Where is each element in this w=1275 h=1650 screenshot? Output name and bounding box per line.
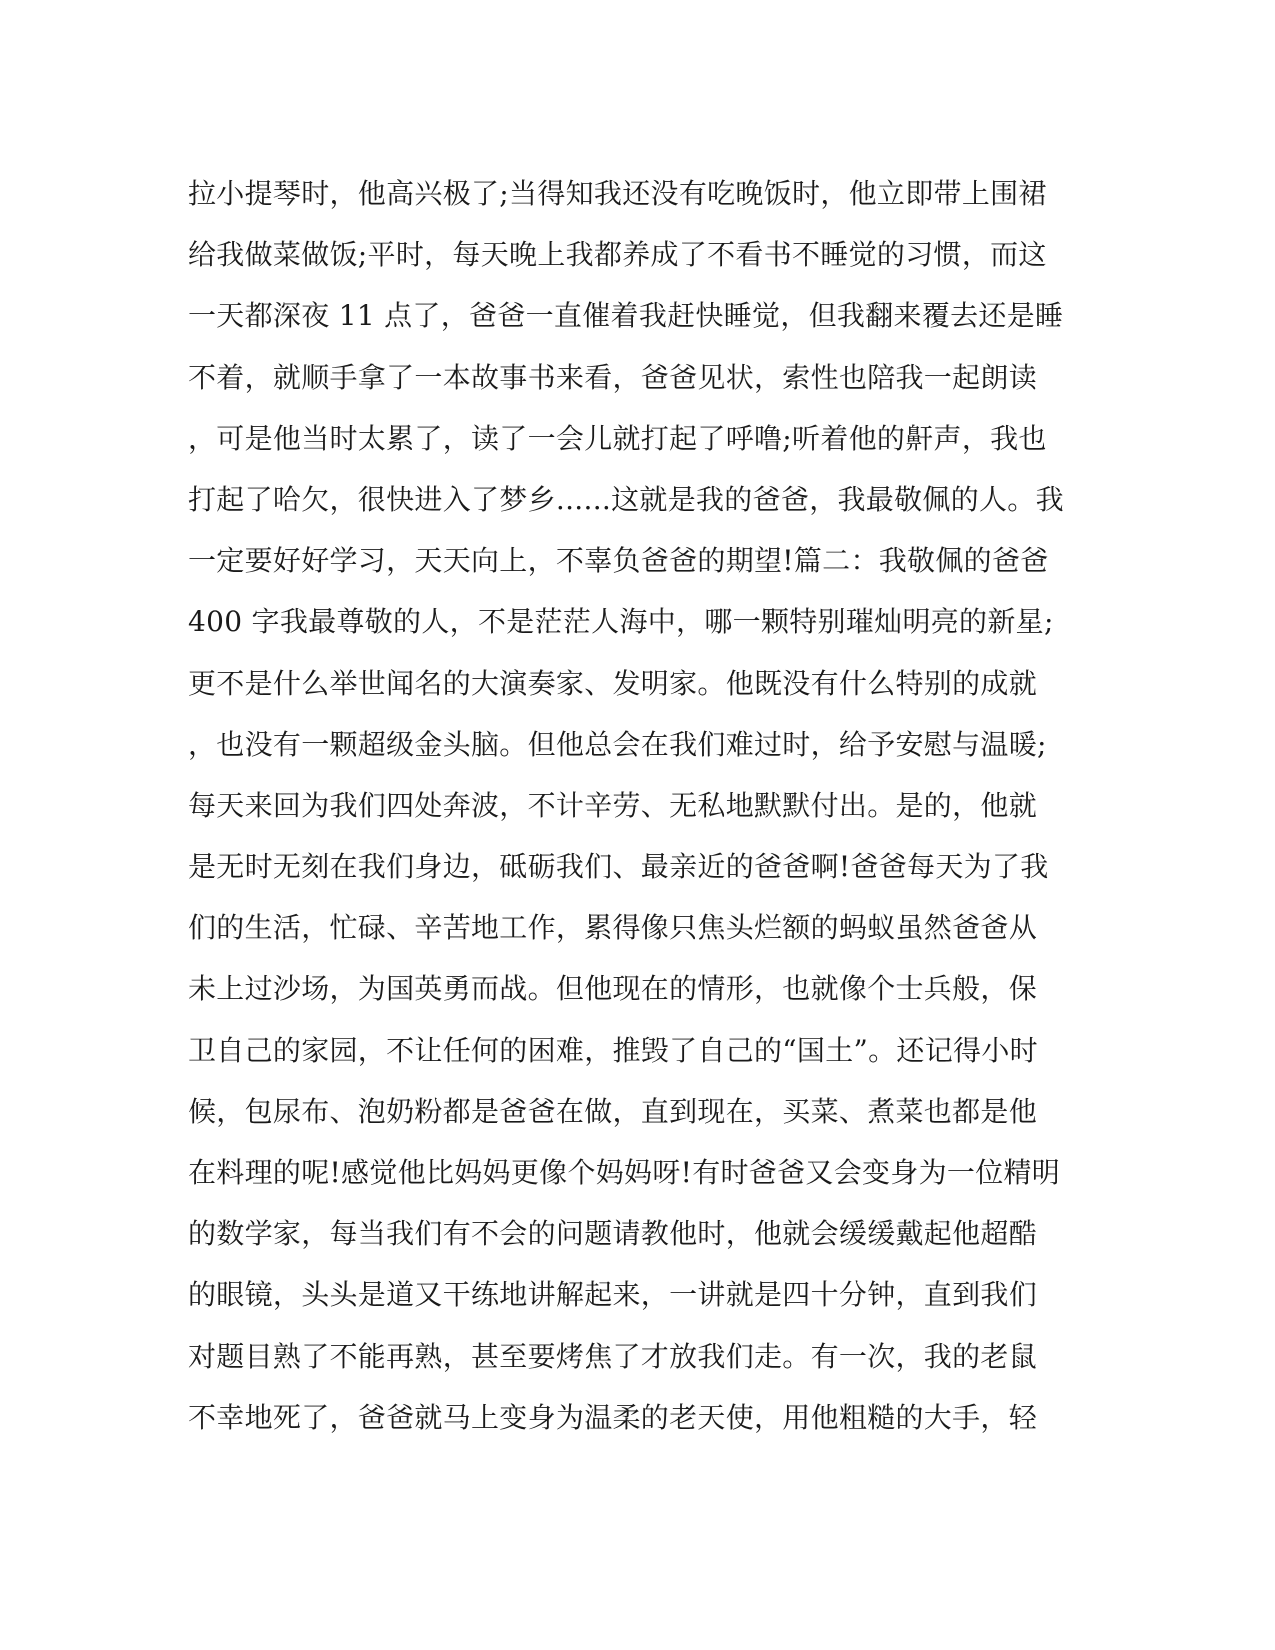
text-line: 不幸地死了，爸爸就马上变身为温柔的老天使，用他粗糙的大手，轻 [188,1400,1038,1434]
text-line: 一定要好好学习，天天向上，不辜负爸爸的期望!篇二：我敬佩的爸爸 [188,544,1049,578]
text-line: 未上过沙场，为国英勇而战。但他现在的情形，也就像个士兵般，保 [188,972,1038,1006]
text-line: 在料理的呢!感觉他比妈妈更像个妈妈呀!有时爸爸又会变身为一位精明 [188,1156,1061,1189]
text-line: 候，包尿布、泡奶粉都是爸爸在做，直到现在，买菜、煮菜也都是他 [188,1094,1038,1128]
text-line: 拉小提琴时，他高兴极了;当得知我还没有吃晚饭时，他立即带上围裙 [188,177,1047,210]
text-line: 的数学家，每当我们有不会的问题请教他时，他就会缓缓戴起他超酷 [188,1217,1038,1251]
text-line: 是无时无刻在我们身边，砥砺我们、最亲近的爸爸啊!爸爸每天为了我 [188,850,1049,884]
text-line: 一天都深夜 11 点了，爸爸一直催着我赶快睡觉，但我翻来覆去还是睡 [188,299,1064,333]
text-line: 不着，就顺手拿了一本故事书来看，爸爸见状，索性也陪我一起朗读 [188,360,1038,394]
text-line: 对题目熟了不能再熟，甚至要烤焦了才放我们走。有一次，我的老鼠 [188,1339,1038,1373]
body-text [188,163,1088,1448]
text-line: 打起了哈欠，很快进入了梦乡......这就是我的爸爸，我最敬佩的人。我 [188,482,1064,516]
text-line: ，可是他当时太累了，读了一会儿就打起了呼噜;听着他的鼾声，我也 [188,421,1047,455]
text-line: 更不是什么举世闻名的大演奏家、发明家。他既没有什么特别的成就 [188,666,1038,700]
text-line: 400 字我最尊敬的人，不是茫茫人海中，哪一颗特别璀灿明亮的新星; [188,605,1054,639]
text-line: 卫自己的家园，不让任何的困难，推毁了自己的“国土”。还记得小时 [188,1033,1038,1067]
text-line: 每天来回为我们四处奔波，不计辛劳、无私地默默付出。是的，他就 [188,788,1038,822]
text-line: ，也没有一颗超级金头脑。但他总会在我们难过时，给予安慰与温暖; [188,727,1047,761]
text-line: 给我做菜做饭;平时，每天晚上我都养成了不看书不睡觉的习惯，而这 [188,238,1047,272]
text-line: 们的生活，忙碌、辛苦地工作，累得像只焦头烂额的蚂蚁虽然爸爸从 [188,911,1038,945]
text-line: 的眼镜，头头是道又干练地讲解起来，一讲就是四十分钟，直到我们 [188,1278,1038,1312]
